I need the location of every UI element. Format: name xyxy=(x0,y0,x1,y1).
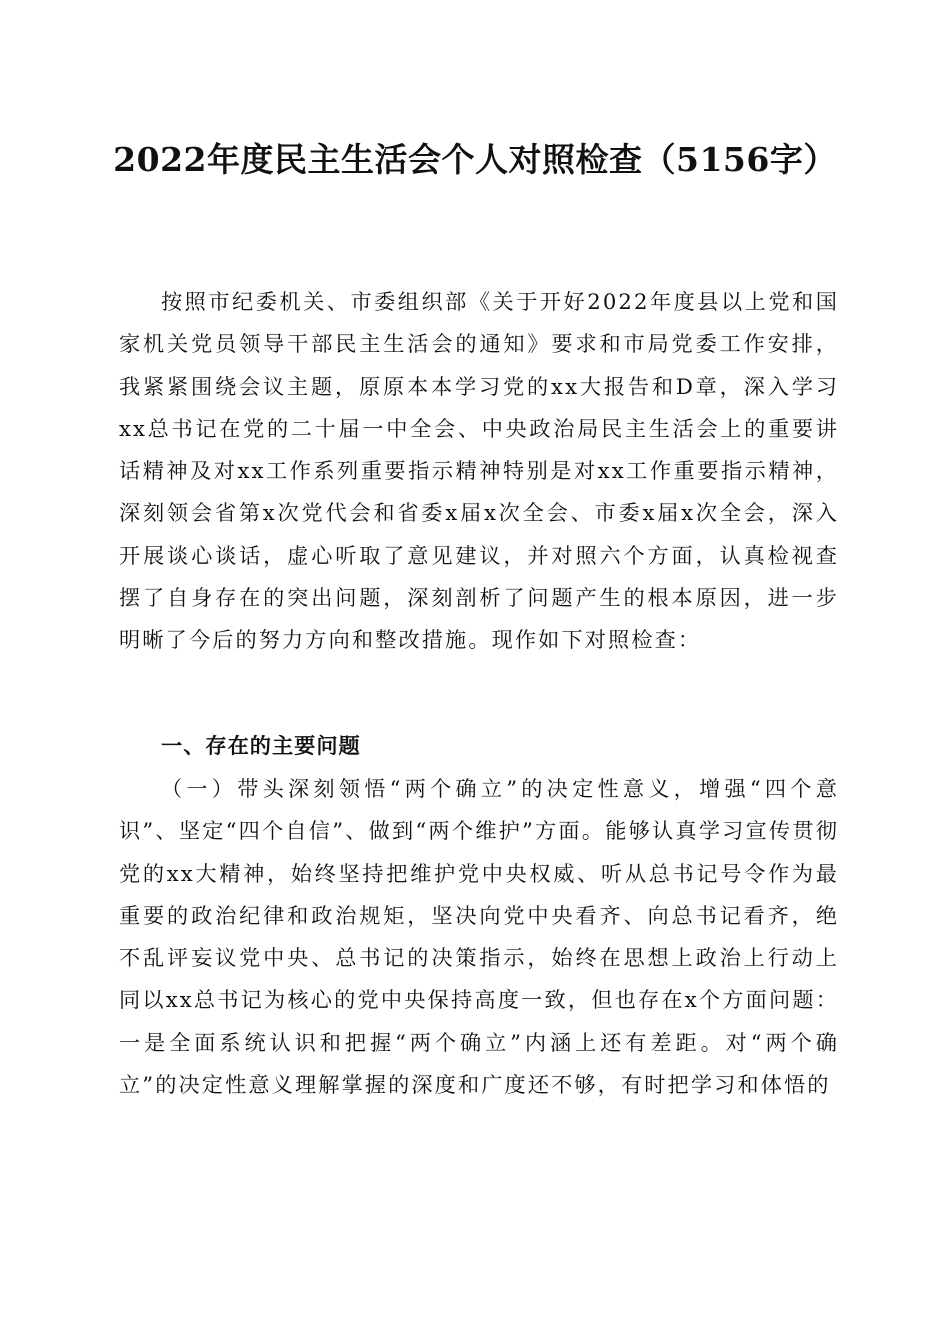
intro-paragraph: 按照市纪委机关、市委组织部《关于开好2022年度县以上党和国家机关党员领导干部民主生活会的通知》要求和市局党委工作安排，我紧紧围绕会议主题，原原本本学习党的xx大报告和D章，深入学习xx总书记在党的二十届一中全会、中央政治局民主生活会上的重要讲话精神及对xx工作系列重要指示精神特别是对xx工作重要指示精神，深刻领会省第x次党代会和省委x届x次全会、市委x届x次全会，深入开展谈心谈话，虚心听取了意见建议，并对照六个方面，认真检视查摆了自身存在的突出问题，深刻剖析了问题产生的根本原因，进一步明晰了今后的努力方向和整改措施。现作如下对照检查： xyxy=(119,289,839,653)
document-title: 2022年度民主生活会个人对照检查（5156字） xyxy=(113,140,837,179)
section-paragraph: （一）带头深刻领悟“两个确立”的决定性意义，增强“四个意识”、坚定“四个自信”、做到“两个维护”方面。能够认真学习宣传贯彻党的xx大精神，始终坚持把维护党中央权威、听从总书记号令作为最重要的政治纪律和政治规矩，坚决向党中央看齐、向总书记看齐，绝不乱评妄议党中央、总书记的决策指示，始终在思想上政治上行动上同以xx总书记为核心的党中央保持高度一致，但也存在x个方面问题：一是全面系统认识和把握“两个确立”内涵上还有差距。对“两个确立”的决定性意义理解掌握的深度和广度还不够，有时把学习和体悟的 xyxy=(119,776,839,1098)
section-heading: 一、存在的主要问题 xyxy=(161,733,361,758)
